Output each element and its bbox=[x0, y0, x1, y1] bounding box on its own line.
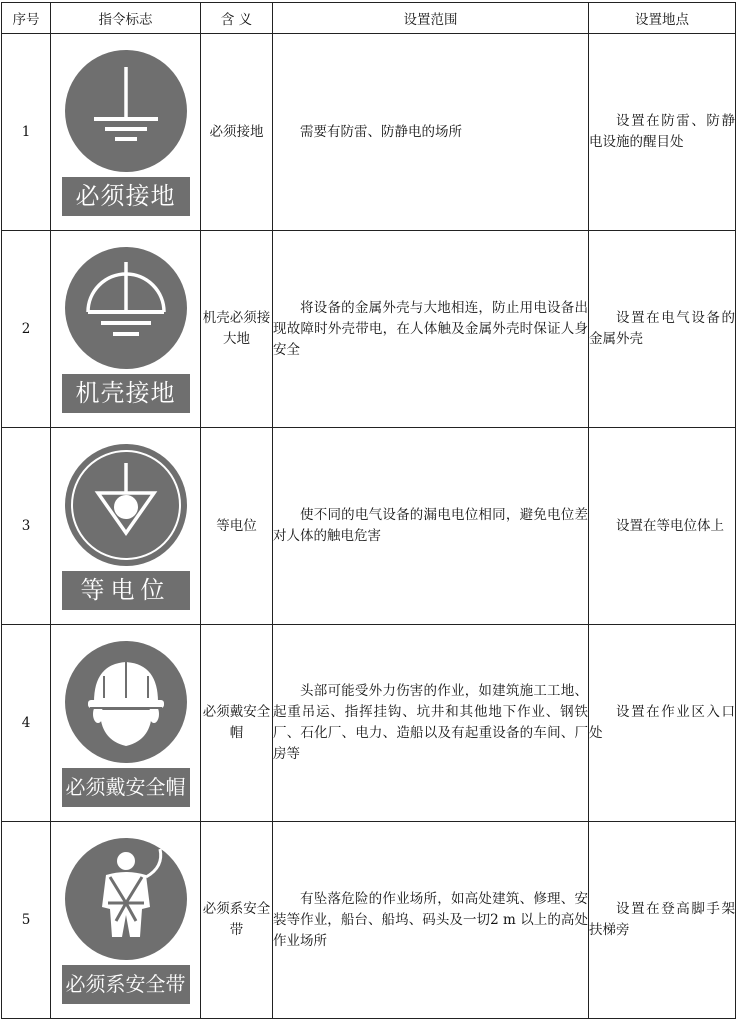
meaning-cell: 机壳必须接大地 bbox=[201, 231, 273, 428]
row-number: 5 bbox=[2, 822, 51, 1019]
header-meaning: 含 义 bbox=[201, 3, 273, 34]
table-row bbox=[2, 34, 736, 231]
location-cell: 设置在作业区入口处 bbox=[589, 625, 736, 822]
table-header-row bbox=[2, 3, 736, 34]
mandatory-sign bbox=[59, 49, 193, 216]
table-row bbox=[2, 428, 736, 625]
equipotential-icon bbox=[64, 443, 188, 567]
sign-label: 必须接地 bbox=[62, 177, 190, 216]
mandatory-sign bbox=[59, 443, 193, 610]
sign-cell bbox=[51, 822, 201, 1019]
chassis-ground-icon bbox=[64, 246, 188, 370]
header-sign: 指令标志 bbox=[51, 3, 201, 34]
meaning-cell: 必须接地 bbox=[201, 34, 273, 231]
sign-label: 必须系安全带 bbox=[62, 965, 190, 1004]
meaning-cell: 必须系安全带 bbox=[201, 822, 273, 1019]
sign-cell bbox=[51, 428, 201, 625]
header-number: 序号 bbox=[2, 3, 51, 34]
row-number: 1 bbox=[2, 34, 51, 231]
mandatory-sign bbox=[59, 640, 193, 807]
sign-label: 等电位 bbox=[62, 571, 190, 610]
scope-cell: 有坠落危险的作业场所，如高处建筑、修理、安装等作业，船台、船坞、码头及一切2 m 以上的高处作业场所 bbox=[273, 822, 589, 1019]
ground-symbol-icon bbox=[64, 49, 188, 173]
sign-cell bbox=[51, 34, 201, 231]
location-cell: 设置在防雷、防静电设施的醒目处 bbox=[589, 34, 736, 231]
location-cell: 设置在等电位体上 bbox=[589, 428, 736, 625]
sign-label: 必须戴安全帽 bbox=[62, 768, 190, 807]
table-row bbox=[2, 625, 736, 822]
table-row bbox=[2, 231, 736, 428]
row-number: 2 bbox=[2, 231, 51, 428]
header-location: 设置地点 bbox=[589, 3, 736, 34]
scope-cell: 将设备的金属外壳与大地相连，防止用电设备出现故障时外壳带电，在人体触及金属外壳时保证人身安全 bbox=[273, 231, 589, 428]
safety-helmet-icon bbox=[64, 640, 188, 764]
row-number: 4 bbox=[2, 625, 51, 822]
scope-cell: 使不同的电气设备的漏电电位相同，避免电位差对人体的触电危害 bbox=[273, 428, 589, 625]
sign-cell bbox=[51, 231, 201, 428]
header-scope: 设置范围 bbox=[273, 3, 589, 34]
row-number: 3 bbox=[2, 428, 51, 625]
safety-harness-icon bbox=[64, 837, 188, 961]
meaning-cell: 等电位 bbox=[201, 428, 273, 625]
sign-cell bbox=[51, 625, 201, 822]
scope-cell: 头部可能受外力伤害的作业，如建筑施工工地、起重吊运、指挥挂钩、坑井和其他地下作业、钢铁厂、石化厂、电力、造船以及有起重设备的车间、厂房等 bbox=[273, 625, 589, 822]
meaning-cell: 必须戴安全帽 bbox=[201, 625, 273, 822]
scope-cell: 需要有防雷、防静电的场所 bbox=[273, 34, 589, 231]
table-row bbox=[2, 822, 736, 1019]
sign-label: 机壳接地 bbox=[62, 374, 190, 413]
mandatory-sign bbox=[59, 837, 193, 1004]
location-cell: 设置在登高脚手架扶梯旁 bbox=[589, 822, 736, 1019]
location-cell: 设置在电气设备的金属外壳 bbox=[589, 231, 736, 428]
sign-table bbox=[1, 2, 736, 1019]
mandatory-sign bbox=[59, 246, 193, 413]
